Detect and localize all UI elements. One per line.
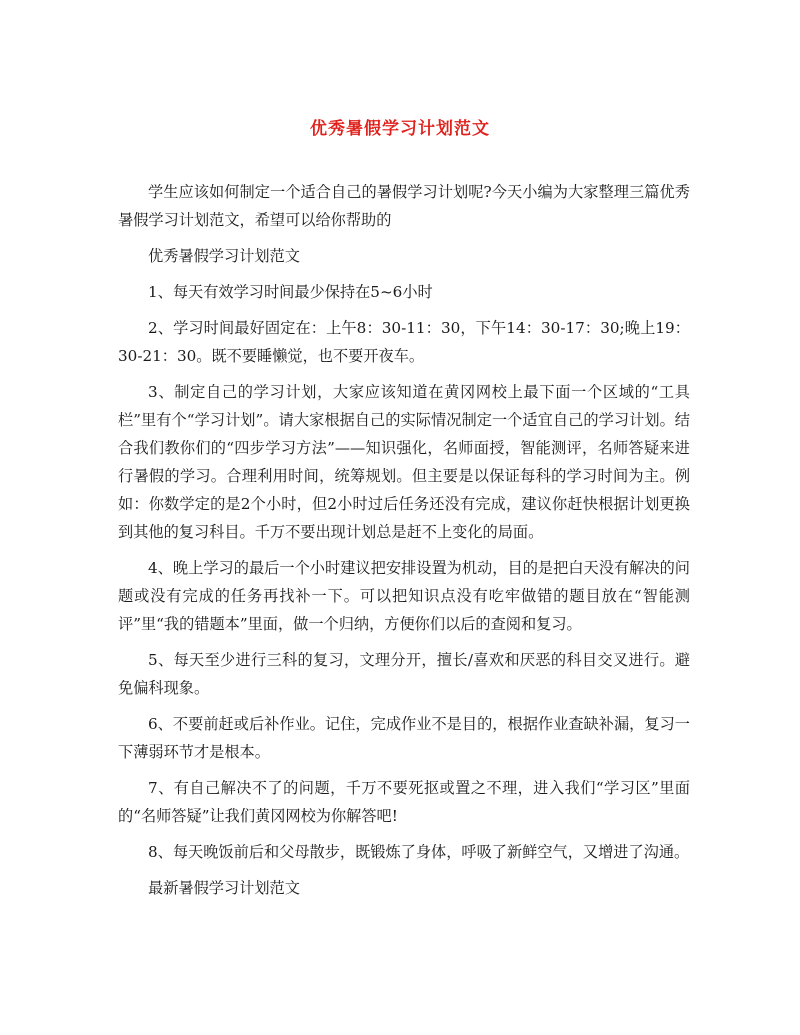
document-body: [118, 178, 690, 910]
list-item: 4、晚上学习的最后一个小时建议把安排设置为机动，目的是把白天没有解决的问题或没有完成的任务再找补一下。可以把知识点没有吃牢做错的题目放在“智能测评”里“我的错题本”里面，做一个归纳，方便你们以后的查阅和复习。: [118, 559, 690, 633]
list-item: 2、学习时间最好固定在：上午8：30-11：30，下午14：30-17：30;晚上19：30-21：30。既不要睡懒觉，也不要开夜车。: [118, 319, 690, 365]
list-item: 7、有自己解决不了的问题，千万不要死抠或置之不理，进入我们“学习区”里面的“名师答疑”让我们黄冈网校为你解答吧!: [118, 779, 690, 825]
list-item: 3、制定自己的学习计划，大家应该知道在黄冈网校上最下面一个区域的“工具栏”里有个“学习计划”。请大家根据自己的实际情况制定一个适宜自己的学习计划。结合我们教你们的“四步学习方法”——知识强化，名师面授，智能测评，名师答疑来进行暑假的学习。合理利用时间，统筹规划。但主要是以保证每科的学习时间为主。例如：你数学定的是2个小时，但2小时过后任务还没有完成，建议你赶快根据计划更换到其他的复习科目。千万不要出现计划总是赶不上变化的局面。: [118, 383, 690, 541]
section-heading: 最新暑假学习计划范文: [148, 879, 300, 897]
list-item: 8、每天晚饭前后和父母散步，既锻炼了身体，呼吸了新鲜空气，又增进了沟通。: [148, 843, 690, 861]
document-title: 优秀暑假学习计划范文: [310, 119, 490, 139]
list-item: 5、每天至少进行三科的复习，文理分开，擅长/喜欢和厌恶的科目交叉进行。避免偏科现象。: [118, 651, 690, 697]
list-item: 1、每天有效学习时间最少保持在5~6小时: [148, 283, 433, 301]
section-heading: 优秀暑假学习计划范文: [148, 247, 300, 265]
list-item: 6、不要前赶或后补作业。记住，完成作业不是目的，根据作业查缺补漏，复习一下薄弱环节才是根本。: [118, 715, 690, 761]
intro-paragraph: 学生应该如何制定一个适合自己的暑假学习计划呢?今天小编为大家整理三篇优秀暑假学习计划范文，希望可以给你帮助的: [118, 183, 690, 229]
